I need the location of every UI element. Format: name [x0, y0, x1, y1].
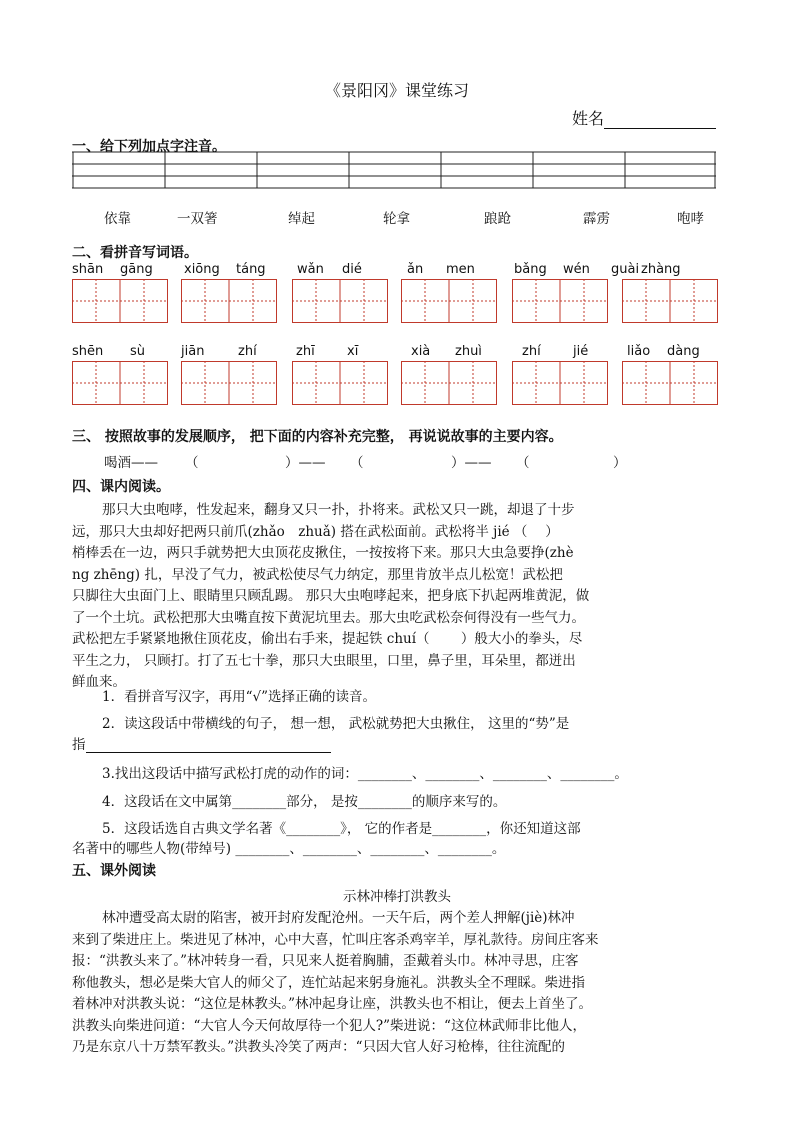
- passage-line: 梢棒丢在一边，两只手就势把大虫顶花皮揪住，一按按将下来。那只大虫急要挣(zhè: [72, 545, 574, 561]
- pinyin-r1-2a: xiōng: [184, 262, 220, 277]
- pinyin-r1-6a: guài: [611, 262, 640, 277]
- question-3: 3.找出这段话中描写武松打虎的动作的词：________、________、________、________。: [102, 766, 628, 782]
- blank-1-open[interactable]: （: [185, 455, 199, 471]
- word-7: 咆哮: [677, 211, 704, 227]
- pinyin-r2-5a: zhí: [522, 344, 541, 359]
- word-2: 一双箸: [177, 211, 218, 227]
- word-1: 依靠: [104, 211, 131, 227]
- pinyin-r1-5b: wén: [563, 262, 590, 277]
- extra-line: 林冲遭受高太尉的陷害，被开封府发配沧州。一天午后，两个差人押解(jiè)林冲: [102, 910, 575, 926]
- pinyin-r2-5b: jié: [573, 344, 589, 359]
- question-2: 2．读这段话中带横线的句子， 想一想， 武松就势把大虫揪住， 这里的“势”是: [102, 716, 570, 732]
- tian-box-r2-5[interactable]: [512, 361, 608, 405]
- passage-line: 平生之力， 只顾打。打了五七十拳，那只大虫眼里，口里，鼻子里，耳朵里，都迸出: [72, 652, 576, 669]
- question-5-line2: 名著中的哪些人物(带绰号) ________、________、________、________。: [72, 841, 506, 857]
- extra-line: 来到了柴进庄上。柴进见了林冲，心中大喜，忙叫庄客杀鸡宰羊，厚礼款待。房间庄客来: [72, 931, 599, 948]
- blank-1-close: ）——: [285, 455, 326, 471]
- tian-box-r1-6[interactable]: [622, 279, 718, 323]
- extra-line: 着林冲对洪教头说：“这位是林教头。”林冲起身让座，洪教头也不相让，便去上首坐了。: [72, 996, 593, 1012]
- pinyin-r2-1a: shēn: [72, 344, 104, 359]
- pinyin-r1-5a: bǎng: [514, 262, 547, 277]
- pinyin-r1-6b: zhàng: [641, 262, 681, 277]
- name-field[interactable]: [572, 106, 716, 129]
- word-5: 踉跄: [484, 211, 511, 227]
- question-2-line2: [72, 733, 331, 753]
- section2-heading: 二、看拼音写词语。: [72, 245, 198, 261]
- passage-line: ng zhēng) 扎，早没了气力，被武松使尽气力纳定，那里肯放半点儿松宽！武松把: [72, 566, 563, 583]
- pinyin-r2-6b: dàng: [667, 344, 700, 359]
- pinyin-writing-lines[interactable]: [72, 150, 716, 190]
- tian-box-r2-3[interactable]: [292, 361, 388, 405]
- pinyin-r2-6a: liǎo: [627, 344, 651, 359]
- tian-box-r1-5[interactable]: [512, 279, 608, 323]
- pinyin-r2-4a: xià: [411, 344, 431, 359]
- tian-box-r1-1[interactable]: [72, 279, 168, 323]
- tian-box-r1-4[interactable]: [401, 279, 497, 323]
- question-1: 1．看拼音写汉字，再用“√”选择正确的读音。: [102, 689, 376, 705]
- extra-line: 报：“洪教头来了。”林冲转身一看，只见来人挺着胸脯，歪戴着头巾。林冲寻思，庄客: [72, 953, 579, 969]
- blank-3-close: ）: [613, 455, 627, 471]
- extra-passage: [72, 908, 732, 1059]
- pinyin-r1-2b: táng: [236, 262, 266, 277]
- pinyin-r2-2b: zhí: [238, 344, 257, 359]
- passage-line: 了一个土坑。武松把那大虫嘴直按下黄泥坑里去。那大虫吃武松奈何得没有一些气力。: [72, 609, 585, 626]
- pinyin-r1-4a: ǎn: [407, 262, 424, 277]
- question-4: 4．这段话在文中属第________部分， 是按________的顺序来写的。: [102, 794, 507, 810]
- word-3: 绰起: [288, 211, 315, 227]
- pinyin-r2-4b: zhuì: [455, 344, 482, 359]
- tian-box-r1-2[interactable]: [181, 279, 277, 323]
- reading-passage: [72, 500, 732, 694]
- article-title: 示林冲棒打洪教头: [343, 889, 451, 905]
- tian-box-r2-6[interactable]: [622, 361, 718, 405]
- section4-heading: 四、课内阅读。: [72, 479, 170, 495]
- section1-heading: 一、给下列加点字注音。: [72, 139, 226, 155]
- tian-box-r2-1[interactable]: [72, 361, 168, 405]
- name-blank[interactable]: [604, 112, 716, 129]
- blank-3-open[interactable]: （: [516, 455, 530, 471]
- sequence-start: 喝酒——: [104, 455, 158, 471]
- section5-heading: 五、课外阅读: [72, 863, 156, 879]
- word-4: 轮拿: [383, 211, 410, 227]
- word-6: 霹雳: [583, 211, 610, 227]
- blank-2-open[interactable]: （: [350, 455, 364, 471]
- pinyin-r1-3b: dié: [342, 262, 362, 277]
- pinyin-r1-1b: gāng: [120, 262, 153, 277]
- passage-line: 武松把左手紧紧地揪住顶花皮，偷出右手来，提起铁 chuí（ ）般大小的拳头，尽: [72, 631, 583, 647]
- pinyin-r2-1b: sù: [130, 344, 146, 359]
- page-title: 《景阳冈》课堂练习: [324, 81, 469, 100]
- question-5: 5．这段话选自古典文学名著《________》， 它的作者是________，你还知道这部: [102, 821, 581, 837]
- blank-2-close: ）——: [451, 455, 492, 471]
- passage-line: 鲜血来。: [72, 674, 126, 690]
- extra-line: 称他教头，想必是柴大官人的师父了，连忙站起来躬身施礼。洪教头全不理睬。柴进指: [72, 974, 585, 991]
- pinyin-r1-3a: wǎn: [297, 262, 324, 277]
- pinyin-r2-3b: xī: [347, 344, 359, 359]
- name-label: 姓名: [572, 109, 605, 128]
- question-2-prefix: 指: [72, 737, 86, 753]
- pinyin-r1-1a: shān: [72, 262, 104, 277]
- tian-box-r2-2[interactable]: [181, 361, 277, 405]
- pinyin-r1-4b: men: [446, 262, 475, 277]
- tian-box-r1-3[interactable]: [292, 279, 388, 323]
- extra-line: 乃是东京八十万禁军教头。”洪教头冷笑了两声：“只因大官人好习枪棒，往往流配的: [72, 1039, 566, 1055]
- passage-line: 那只大虫咆哮，性发起来，翻身又只一扑，扑将来。武松又只一跳，却退了十步: [102, 502, 575, 518]
- tian-box-r2-4[interactable]: [401, 361, 497, 405]
- passage-line: 只脚往大虫面门上、眼睛里只顾乱踢。 那只大虫咆哮起来，把身底下扒起两堆黄泥，做: [72, 588, 590, 604]
- passage-line: 远，那只大虫却好把两只前爪(zhǎo zhuǎ) 搭在武松面前。武松将半 jié （ ）: [72, 523, 559, 540]
- section3-heading: 三、 按照故事的发展顺序， 把下面的内容补充完整， 再说说故事的主要内容。: [72, 429, 563, 445]
- answer-line-2[interactable]: [86, 738, 331, 753]
- pinyin-r2-3a: zhī: [296, 344, 315, 359]
- extra-line: 洪教头向柴进问道：“大官人今天何故厚待一个犯人?”柴进说：“这位林武师非比他人，: [72, 1017, 586, 1034]
- pinyin-r2-2a: jiān: [181, 344, 205, 359]
